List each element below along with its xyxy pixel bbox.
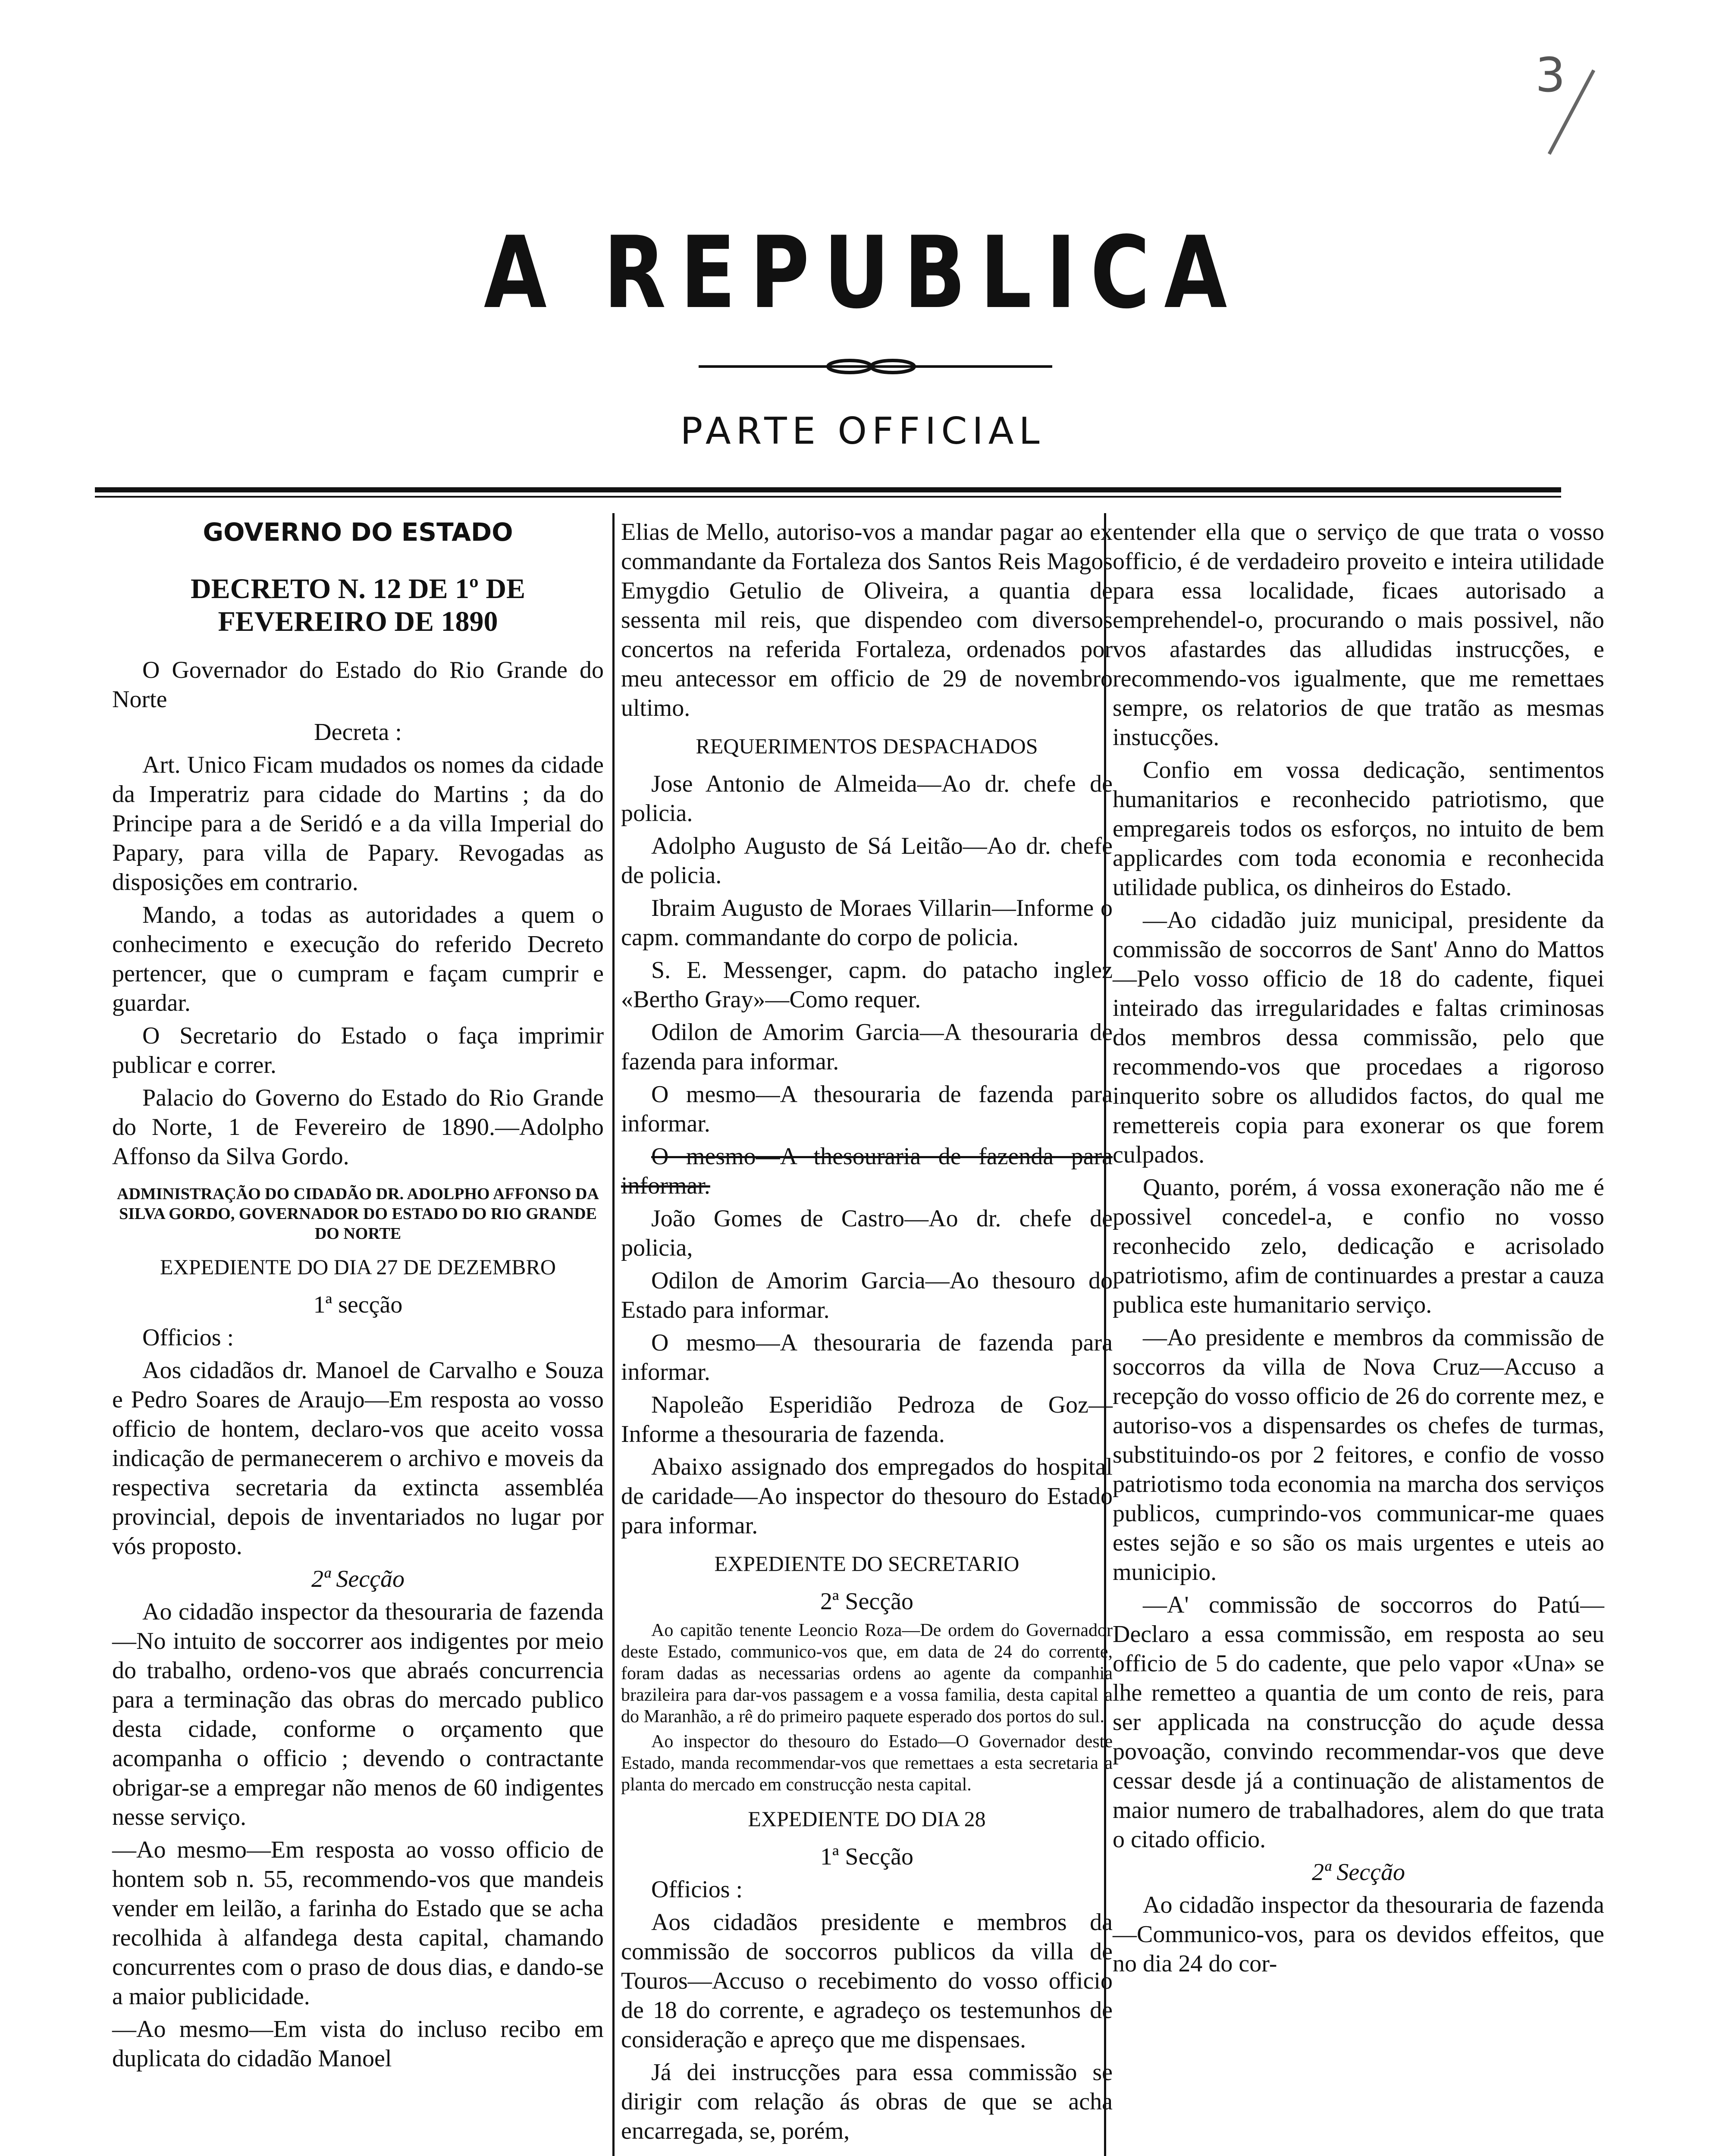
col2-request: O mesmo—A thesouraria de fazenda para informar. (621, 1329, 1113, 1385)
col1-seccao-2: 2ª Secção (311, 1566, 405, 1592)
col3-paragraph: —Ao cidadão juiz municipal, presidente da commissão de soccorros de Sant' Anno do Mattos—Pelo vosso officio de 18 do cadente, fiquei inteirado das irregularidades e faltas criminosas dos membros dessa commissão, pelo que recommendo-vos que procedaes a rigoroso inquerito sobre os alludidos factos, do qual me remettereis copia para exonerar os que forem culpados. (1113, 907, 1604, 1168)
col1-administration: ADMINISTRAÇÃO DO CIDADÃO DR. ADOLPHO AFFONSO DA SILVA GORDO, GOVERNADOR DO ESTADO DO RIO GRANDE DO NORTE (117, 1185, 599, 1243)
section-title: PARTE OFFICIAL (680, 410, 1045, 453)
col3-paragraph: —Ao presidente e membros da commissão de soccorros da villa de Nova Cruz—Accuso a recepção do vosso officio de 26 do corrente mez, e autoriso-vos a dispensardes os chefes de turmas, substituindo-os por 2 feitores, e confio de vosso patriotismo toda economia na marcha dos serviços publicos, cumprindo-vos communicar-me quaes estes sejão e so são os mais urgentes e uteis ao municipio. (1113, 1324, 1604, 1586)
col2-paragraph: Aos cidadãos presidente e membros da commissão de soccorros publicos da villa de Touros—Accuso o recebimento do vosso officio de 18 do corrente, e agradeço os testemunhos de consideração e apreço que me dispensaes. (621, 1909, 1113, 2053)
col1-paragraph: Ao cidadão inspector da thesouraria de fazenda—No intuito de soccorrer aos indigentes por meio do trabalho, ordeno-vos que abraés concurrencia para a terminação das obras do mercado publico desta cidade, conforme o orçamento que acompanha o officio ; devendo o contractante obrigar-se a empregar não menos de 60 indigentes nesse serviço. (112, 1598, 604, 1830)
col1-officios: Officios : (142, 1324, 234, 1351)
col2-expediente-secretario: EXPEDIENTE DO SECRETARIO (714, 1551, 1019, 1576)
col1-paragraph: —Ao mesmo—Em vista do incluso recibo em duplicata do cidadão Manoel (112, 2016, 604, 2072)
column-1 (112, 517, 604, 2077)
col3-paragraph: Confio em vossa dedicação, sentimentos humanitarios e reconhecido patriotismo, que empregareis todos os esforços, no intuito de bem applicardes com toda economia e reconhecida utilidade publica, os dinheiros do Estado. (1113, 757, 1604, 901)
col3-paragraph: Ao cidadão inspector da thesouraria de fazenda—Communico-vos, para os devidos effeitos, que no dia 24 do cor- (1113, 1892, 1604, 1977)
col2-paragraph: Elias de Mello, autoriso-vos a mandar pagar ao ex commandante da Fortaleza dos Santos Reis Magos Emygdio Getulio de Oliveira, a quantia de sessenta mil reis, que dispendeo com diversos concertos na referida Fortaleza, ordenados por meu antecessor em officio de 29 de novembro ultimo. (621, 519, 1113, 721)
col3-seccao-2: 2ª Secção (1311, 1859, 1405, 1886)
col2-request: Odilon de Amorim Garcia—A thesouraria de fazenda para informar. (621, 1019, 1113, 1075)
col2-request: O mesmo—A thesouraria de fazenda para informar. (621, 1081, 1113, 1137)
col2-paragraph: Já dei instrucções para essa commissão se dirigir com relação ás obras de que se acha encarregada, se, porém, (621, 2059, 1113, 2144)
column-3 (1113, 517, 1604, 1982)
col2-seccao-1: 1ª Secção (820, 1843, 913, 1870)
col3-paragraph: —A' commissão de soccorros do Patú—Declaro a essa commissão, em resposta ao seu officio de 5 do cadente, que pelo vapor «Una» se lhe remetteo a quantia de um conto de reis, para ser applicada na construcção do açude dessa povoação, convindo recommendar-vos que deve cessar desde já a continuação de alistamentos de maior numero de trabalhadores, alem do que trata o citado officio. (1113, 1592, 1604, 1853)
col1-paragraph: Art. Unico Ficam mudados os nomes da cidade da Imperatriz para cidade do Martins ; da do Principe para a de Seridó e a da villa Imperial do Papary, para villa de Papary. Revogadas as disposições em contrario. (112, 752, 604, 896)
col1-decreta: Decreta : (314, 719, 402, 746)
top-rule-thick (95, 487, 1561, 492)
col2-request: Odilon de Amorim Garcia—Ao thesouro do Estado para informar. (621, 1267, 1113, 1323)
page-number: 3 (1535, 47, 1565, 103)
top-rule-thin (95, 496, 1561, 498)
col2-request: Jose Antonio de Almeida—Ao dr. chefe de policia. (621, 771, 1113, 827)
ornament-divider (699, 354, 1052, 379)
column-2 (621, 517, 1113, 2149)
col3-paragraph: entender ella que o serviço de que trata o vosso officio, é de verdadeiro proveito e inteira utilidade para essa localidade, ficaes autorisado a emprehendel-o, procurando o mais possivel, não vos afastardes das alludidas instrucções, e recommendo-vos igualmente, que me remettaes sempre, os relatorios de que tratão as mesmas instucções. (1113, 519, 1604, 751)
col2-request: S. E. Messenger, capm. do patacho inglez «Bertho Gray»—Como requer. (621, 957, 1113, 1013)
col1-heading: GOVERNO DO ESTADO (203, 517, 513, 547)
col2-request: João Gomes de Castro—Ao dr. chefe de policia, (621, 1205, 1113, 1261)
col1-seccao-1: 1ª secção (313, 1291, 403, 1318)
col2-request: Ibraim Augusto de Moraes Villarin—Informe o capm. commandante do corpo de policia. (621, 895, 1113, 951)
col2-requerimentos-heading: REQUERIMENTOS DESPACHADOS (696, 734, 1038, 758)
col2-officios: Officios : (651, 1876, 743, 1903)
col2-expediente-28: EXPEDIENTE DO DIA 28 (748, 1807, 986, 1831)
col2-request: Abaixo assignado dos empregados do hospital de caridade—Ao inspector do thesouro do Estado para informar. (621, 1454, 1113, 1539)
col1-paragraph: O Secretario do Estado o faça imprimir publicar e correr. (112, 1022, 604, 1078)
col1-paragraph: O Governador do Estado do Rio Grande do Norte (112, 657, 604, 713)
col1-signature-paragraph: Palacio do Governo do Estado do Rio Grande do Norte, 1 de Fevereiro de 1890.—Adolpho Affonso da Silva Gordo. (112, 1084, 604, 1170)
col1-paragraph: Mando, a todas as autoridades a quem o conhecimento e execução do referido Decreto pertencer, que o cumpram e façam cumprir e guardar. (112, 902, 604, 1016)
masthead-title: A REPUBLICA (483, 216, 1242, 331)
col2-seccao-2: 2ª Secção (820, 1588, 913, 1615)
col2-small-paragraph: Ao capitão tenente Leoncio Roza—De ordem do Governador deste Estado, communico-vos que, em data de 24 do corrente, foram dadas as necessarias ordens ao agente da companhia brazileira para dar-vos passagem e a vossa familia, desta capital a do Maranhão, a rê do primeiro paquete esperado dos portos do sul. (621, 1620, 1113, 1727)
col3-paragraph: Quanto, porém, á vossa exoneração não me é possivel concedel-a, e confio no vosso reconhecido zelo, dedicação e acrisolado patriotismo, afim de continuardes a prestar a cauza publica este humanitario serviço. (1113, 1174, 1604, 1318)
col1-expediente-27: EXPEDIENTE DO DIA 27 DE DEZEMBRO (160, 1255, 556, 1279)
column-divider-1 (612, 513, 615, 2156)
col2-request: Adolpho Augusto de Sá Leitão—Ao dr. chefe de policia. (621, 833, 1113, 889)
col1-paragraph: —Ao mesmo—Em resposta ao vosso officio de hontem sob n. 55, recommendo-vos que mandeis vender em leilão, a farinha do Estado que se acha recolhida à alfandega desta capital, chamando concurrentes com o praso de dous dias, e dando-se a maior publicidade. (112, 1836, 604, 2010)
col2-request: O mesmo—A thesouraria de fazenda para informar. (621, 1143, 1113, 1199)
col2-small-paragraph: Ao inspector do thesouro do Estado—O Governador deste Estado, manda recommendar-vos que remettaes a esta secretaria a planta do mercado em construcção nesta capital. (621, 1732, 1113, 1795)
col1-paragraph: Aos cidadãos dr. Manoel de Carvalho e Souza e Pedro Soares de Araujo—Em resposta ao vosso officio de hontem, declaro-vos que aceito vossa indicação de permanecerem o archivo e moveis da respectiva secretaria da extincta assembléa provincial, depois de inventariados no lugar por vós proposto. (112, 1357, 604, 1560)
decree-title: DECRETO N. 12 DE 1º DE FEVEREIRO DE 1890 (190, 573, 525, 637)
col2-request: Napoleão Esperidião Pedroza de Goz—Informe a thesouraria de fazenda. (621, 1391, 1113, 1448)
